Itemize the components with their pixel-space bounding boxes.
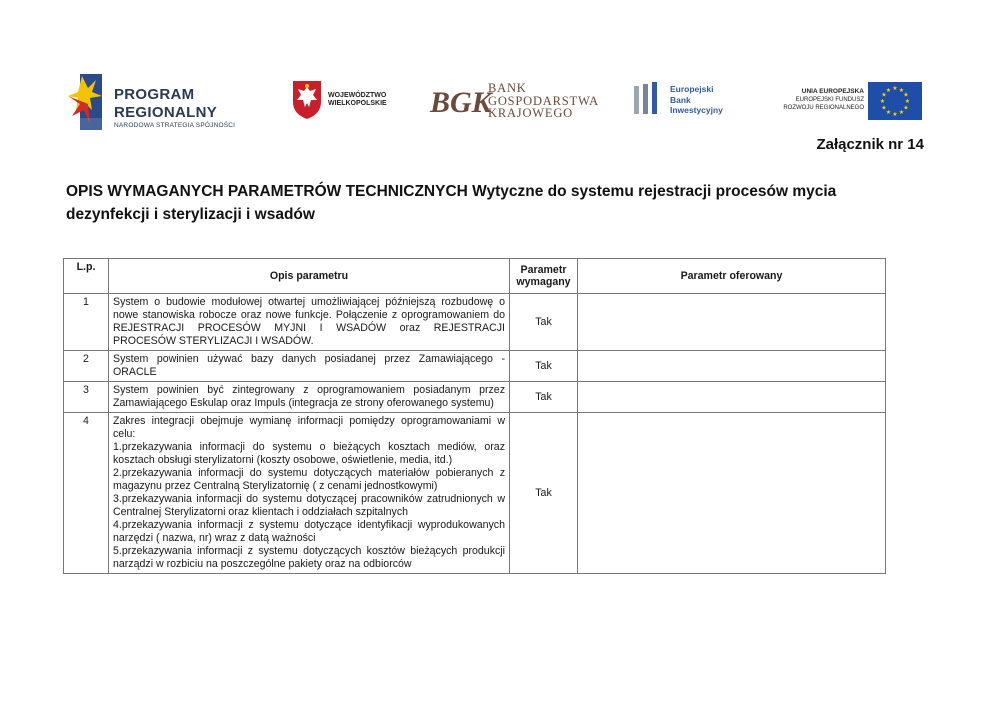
- program-logo-line2: REGIONALNY: [114, 104, 218, 121]
- svg-text:★: ★: [881, 91, 887, 99]
- row-number: 1: [64, 294, 109, 351]
- description-line: 4.przekazywania informacji z systemu dotyczące identyfikacji wyprodukowanych narzędzi ( nazwa, nr) wraz z datą ważności: [113, 519, 505, 544]
- bgk-monogram-icon: [430, 84, 492, 120]
- ebi-logo-line3: Inwestycyjny: [670, 105, 723, 115]
- row-required-value: Tak: [510, 351, 578, 382]
- svg-text:★: ★: [898, 109, 905, 116]
- wielkopolska-logo-text: WOJEWÓDZTWO WIELKOPOLSKIE: [328, 92, 387, 107]
- svg-text:★: ★: [903, 91, 909, 99]
- row-number: 4: [64, 413, 109, 574]
- header-lp: L.p.: [64, 259, 109, 294]
- description-line: System powinien używać bazy danych posiadanej przez Zamawiającego - ORACLE: [113, 353, 505, 378]
- table-row: [64, 382, 886, 413]
- header-offered: Parametr oferowany: [578, 259, 886, 294]
- table-row: [64, 413, 886, 574]
- description-line: 5.przekazywania informacji z systemu dotyczących kosztów bieżących produkcji narządzi w rozbiciu na poszczególne pakiety oraz na odbiorców: [113, 545, 505, 570]
- eu-logo-line2: EUROPEJSKI FUNDUSZ: [795, 97, 864, 103]
- header-description: Opis parametru: [109, 259, 510, 294]
- program-logo-line1: PROGRAM: [114, 86, 195, 103]
- bgk-logo: [430, 74, 600, 144]
- svg-text:BGK: BGK: [430, 86, 492, 119]
- ebi-logo: [634, 78, 744, 148]
- row-number: 3: [64, 382, 109, 413]
- row-required-value: Tak: [510, 413, 578, 574]
- row-required-value: Tak: [510, 382, 578, 413]
- header-required: Parametr wymagany: [510, 259, 578, 294]
- row-offered-value[interactable]: [578, 351, 886, 382]
- bgk-logo-line3: KRAJOWEGO: [488, 106, 573, 120]
- description-line: System o budowie modułowej otwartej umożliwiającej późniejszą rozbudowę o nowe stanowiska robocze oraz nowe funkcje. Połączenie z oprogramowaniem do REJESTRACJI PROCESÓW MYJNI I WSADÓW oraz REJESTRACJI PROCESÓW STERYLIZACJI I WSADÓW.: [113, 296, 505, 347]
- row-required-value: Tak: [510, 294, 578, 351]
- eu-logo-line1: UNIA EUROPEJSKA: [801, 88, 864, 95]
- table-header-row: [64, 259, 886, 294]
- table-row: [64, 294, 886, 351]
- bgk-logo-text: [488, 82, 599, 120]
- svg-text:★: ★: [892, 85, 898, 92]
- description-line: 3.przekazywania informacji do systemu dotyczącej pracowników zatrudnionych w Centralnej Sterylizatorni oraz klientach i oddziałach szpitalnych: [113, 493, 505, 518]
- description-line: Zakres integracji obejmuje wymianę informacji pomiędzy oprogramowaniami w celu:: [113, 415, 505, 440]
- svg-text:★: ★: [885, 87, 892, 94]
- logo-bar: [60, 68, 930, 138]
- document-title: OPIS WYMAGANYCH PARAMETRÓW TECHNICZNYCH Wytyczne do systemu rejestracji procesów mycia dezynfekcji i sterylizacji i wsadów: [66, 183, 837, 223]
- parameters-table: [63, 258, 886, 574]
- bgk-logo-line1: BANK: [488, 81, 527, 95]
- svg-text:★: ★: [885, 109, 892, 116]
- row-number: 2: [64, 351, 109, 382]
- annex-number: Załącznik nr 14: [816, 136, 924, 153]
- table-body: [64, 294, 886, 574]
- svg-text:★: ★: [879, 98, 886, 105]
- row-description: [109, 294, 510, 351]
- ebi-logo-line1: Europejski: [670, 84, 714, 94]
- description-line: System powinien być zintegrowany z oprogramowaniem posiadanym przez Zamawiającego Eskulap oraz Impuls (integracja ze strony oferowanego systemu): [113, 384, 505, 409]
- svg-text:★: ★: [892, 111, 898, 118]
- row-description: [109, 413, 510, 574]
- table-row: [64, 351, 886, 382]
- program-regionalny-logo: [66, 74, 246, 144]
- program-logo-line3: NARODOWA STRATEGIA SPÓJNOŚCI: [114, 122, 236, 129]
- wielkopolska-logo: [292, 80, 392, 150]
- row-description: [109, 351, 510, 382]
- bgk-logo-line2: GOSPODARSTWA: [488, 93, 600, 108]
- row-offered-value[interactable]: [578, 294, 886, 351]
- ebi-logo-text: [670, 84, 723, 116]
- eagle-shield-icon: [292, 80, 322, 120]
- eu-flag-icon: [868, 82, 922, 120]
- ebi-logo-line2: Bank: [670, 94, 691, 105]
- svg-text:★: ★: [903, 104, 909, 112]
- row-description: [109, 382, 510, 413]
- description-line: 1.przekazywania informacji do systemu o bieżących kosztach mediów, oraz kosztach obsługi sterylizatorni (koszty osobowe, oświetlenie, media, itd.): [113, 441, 505, 466]
- svg-text:★: ★: [881, 104, 887, 112]
- ebi-bars-icon: [634, 82, 662, 116]
- description-line: 2.przekazywania informacji do systemu dotyczących materiałów pobieranych z magazynu przez Centralną Sterylizatornię ( z cenami jednostkowymi): [113, 467, 505, 492]
- row-offered-value[interactable]: [578, 382, 886, 413]
- svg-text:★: ★: [904, 98, 911, 105]
- svg-text:★: ★: [898, 87, 905, 94]
- star-flag-icon: [66, 74, 104, 132]
- eu-logo-line3: ROZWOJU REGIONALNEGO: [783, 105, 864, 111]
- row-offered-value[interactable]: [578, 413, 886, 574]
